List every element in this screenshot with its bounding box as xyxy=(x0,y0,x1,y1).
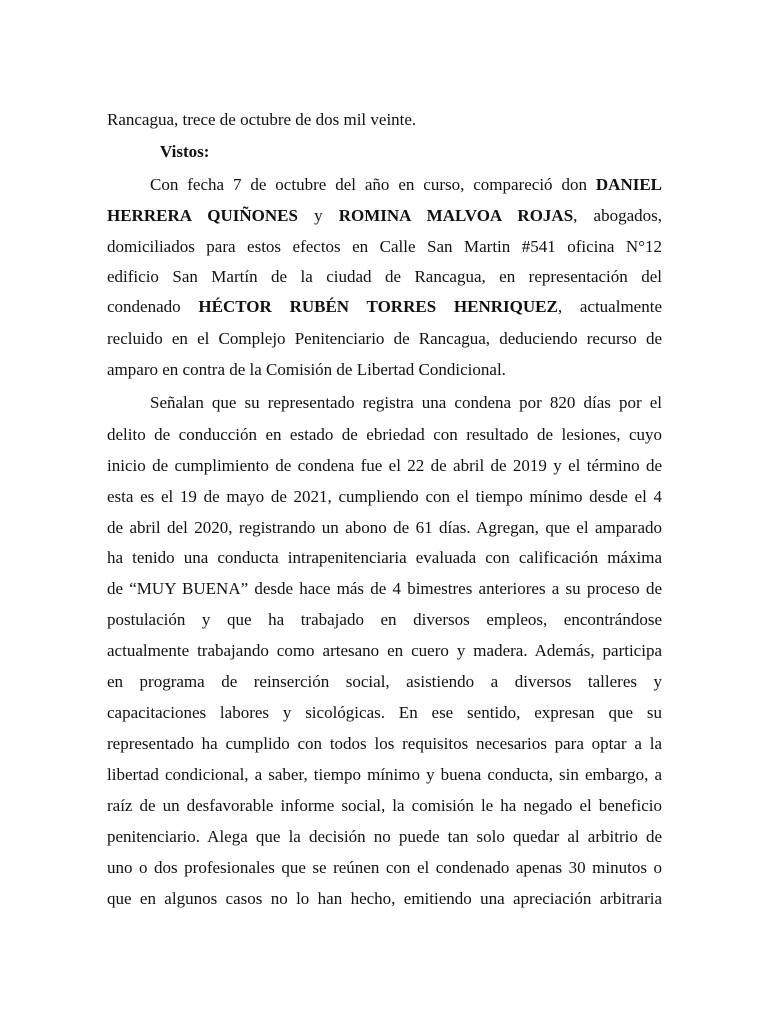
party-name-bold: HERRERA QUIÑONES xyxy=(107,206,298,225)
p2-line: Señalan que su representado registra una condena por 820 días por el xyxy=(150,393,662,412)
p2-line: de abril del 2020, registrando un abono de 61 días. Agregan, que el amparado xyxy=(107,518,662,537)
p1-line-5 xyxy=(107,297,662,317)
p2-line: penitenciario. Alega que la decisión no puede tan solo quedar al arbitrio de xyxy=(107,827,662,846)
convict-name-bold: HÉCTOR RUBÉN TORRES HENRIQUEZ xyxy=(198,297,558,316)
p2-line: que en algunos casos no lo han hecho, emitiendo una apreciación arbitraria xyxy=(107,889,662,908)
p2-line: delito de conducción en estado de ebriedad con resultado de lesiones, cuyo xyxy=(107,425,662,444)
p2-line: en programa de reinserción social, asistiendo a diversos talleres y xyxy=(107,672,662,691)
p2-line: ha tenido una conducta intrapenitenciaria evaluada con calificación máxima xyxy=(107,548,662,567)
p1-line-1 xyxy=(150,175,662,195)
p2-line: esta es el 19 de mayo de 2021, cumpliendo con el tiempo mínimo desde el 4 xyxy=(107,487,662,506)
p2-line: representado ha cumplido con todos los requisitos necesarios para optar a la xyxy=(107,734,662,753)
section-heading: Vistos: xyxy=(160,142,210,161)
p1-line-4: edificio San Martín de la ciudad de Rancagua, en representación del xyxy=(107,267,662,286)
p2-line: raíz de un desfavorable informe social, la comisión le ha negado el beneficio xyxy=(107,796,662,815)
p2-line: libertad condicional, a saber, tiempo mínimo y buena conducta, sin embargo, a xyxy=(107,765,662,784)
party-name-bold: DANIEL xyxy=(595,175,663,194)
p2-line: actualmente trabajando como artesano en cuero y madera. Además, participa xyxy=(107,641,662,660)
party-name-bold: ROMINA MALVOA ROJAS xyxy=(338,206,574,225)
p2-line: postulación y que ha trabajado en diversos empleos, encontrándose xyxy=(107,610,662,629)
p1-text: , actualmente xyxy=(557,297,662,316)
p2-line: capacitaciones labores y sicológicas. En ese sentido, expresan que su xyxy=(107,703,662,722)
p1-line-7: amparo en contra de la Comisión de Libertad Condicional. xyxy=(107,360,506,379)
p1-line-6: recluido en el Complejo Penitenciario de Rancagua, deduciendo recurso de xyxy=(107,329,662,348)
p1-text: condenado xyxy=(107,297,181,316)
p2-line: uno o dos profesionales que se reúnen con el condenado apenas 30 minutos o xyxy=(107,858,662,877)
p1-line-3: domiciliados para estos efectos en Calle San Martin #541 oficina N°12 xyxy=(107,237,662,256)
p1-text: , abogados, xyxy=(573,206,663,225)
date-line: Rancagua, trece de octubre de dos mil veinte. xyxy=(107,110,417,129)
p2-line: inicio de cumplimiento de condena fue el 22 de abril de 2019 y el término de xyxy=(107,456,662,475)
p1-line-2 xyxy=(107,206,662,226)
p1-text: y xyxy=(314,206,323,225)
p2-line: de “MUY BUENA” desde hace más de 4 bimestres anteriores a su proceso de xyxy=(107,579,662,598)
p1-text: Con fecha 7 de octubre del año en curso, compareció don xyxy=(150,175,587,194)
